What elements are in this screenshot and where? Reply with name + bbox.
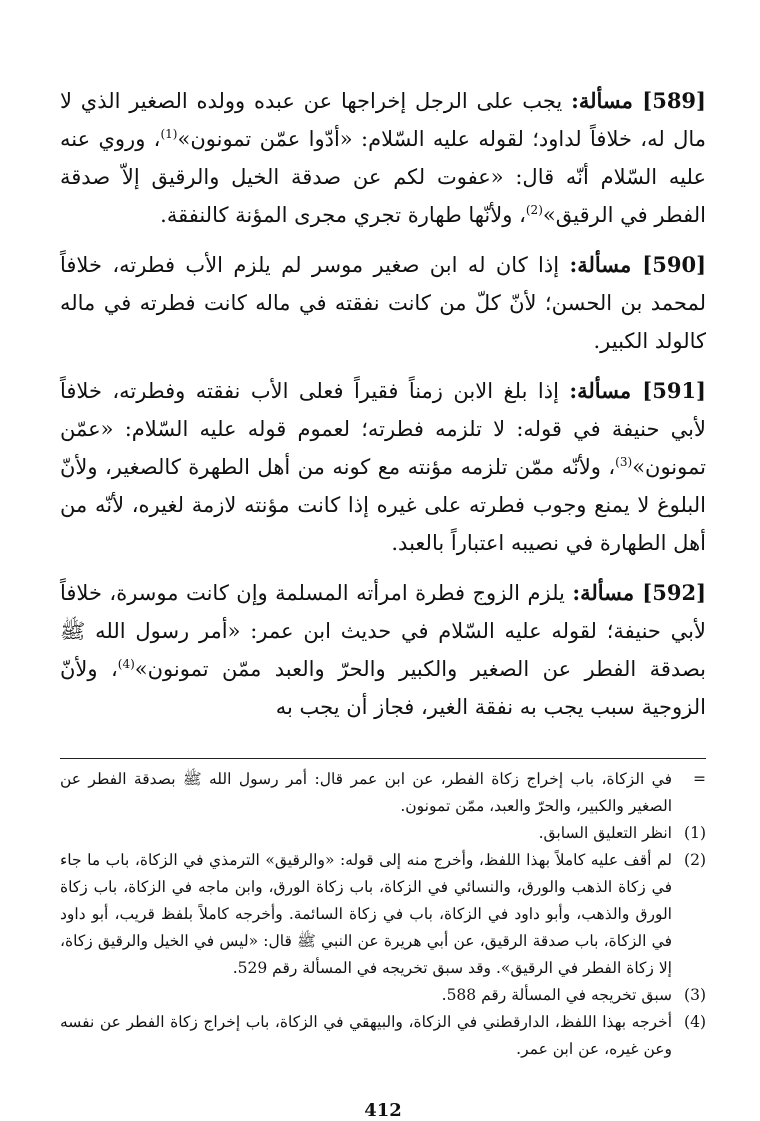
- issue-heading: [592] مسألة:: [572, 580, 706, 605]
- footnotes: [60, 758, 706, 1063]
- issue-589: [60, 82, 706, 234]
- footnote-label: (1): [684, 824, 706, 842]
- footnote-text: أخرجه بهذا اللفظ، الدارقطني في الزكاة، والبيهقي في الزكاة، باب إخراج زكاة الفطر عن نفسه وعن غيره، عن ابن عمر.: [60, 1013, 672, 1058]
- issue-text: إذا كان له ابن صغير موسر لم يلزم الأب فطرته، خلافاً لمحمد بن الحسن؛ لأنّ كلّ من كانت نفقته في ماله كانت فطرته في ماله كالولد الكبير.: [60, 253, 706, 353]
- issue-heading: [590] مسألة:: [569, 252, 706, 277]
- footnote-item: [60, 847, 706, 982]
- footnote-ref: (4): [117, 657, 135, 671]
- issue-heading: [589] مسألة:: [571, 88, 706, 113]
- issue-heading: [591] مسألة:: [569, 378, 706, 403]
- issue-text: ، ولأنّ الزوجية سبب يجب به نفقة الغير، فجاز أن يجب به: [60, 657, 706, 719]
- main-text: [60, 82, 706, 726]
- footnote-item: [60, 982, 706, 1009]
- issue-592: [60, 574, 706, 726]
- issue-text: ، وروي عنه عليه السّلام أنّه قال: «عفوت لكم عن صدقة الخيل والرقيق إلاّ صدقة الفطر في الرقيق»: [60, 127, 706, 227]
- footnote-text: في الزكاة، باب إخراج زكاة الفطر، عن ابن عمر قال: أمر رسول الله ﷺ بصدقة الفطر عن الصغير والكبير، والحرّ والعبد، ممّن تمونون.: [60, 770, 672, 815]
- footnote-item: [60, 1009, 706, 1063]
- issue-590: [60, 246, 706, 360]
- issue-text: إذا بلغ الابن زمناً فقيراً فعلى الأب نفقته وفطرته، خلافاً لأبي حنيفة في قوله: لا تلزمه فطرته؛ لعموم قوله عليه السّلام: «عمّن تمونون»: [60, 379, 706, 479]
- footnote-label: (3): [684, 986, 706, 1004]
- footnote-item: [60, 820, 706, 847]
- footnote-ref: (3): [615, 455, 633, 469]
- footnote-ref: (1): [160, 127, 178, 141]
- page-number: 412: [364, 1100, 402, 1121]
- issue-text: يجب على الرجل إخراجها عن عبده وولده الصغير الذي لا مال له، خلافاً لداود؛ لقوله عليه السّلام: «أدّوا عمّن تمونون»: [60, 89, 706, 151]
- footnote-text: سبق تخريجه في المسألة رقم 588.: [441, 986, 672, 1004]
- issue-text: ، ولأنّها طهارة تجري مجرى المؤنة كالنفقة.: [160, 203, 526, 227]
- footnote-label: =: [693, 770, 706, 788]
- footnote-text: انظر التعليق السابق.: [538, 824, 672, 842]
- footnote-label: (4): [684, 1013, 706, 1031]
- issue-text: يلزم الزوج فطرة امرأته المسلمة وإن كانت موسرة، خلافاً لأبي حنيفة؛ لقوله عليه السّلام في حديث ابن عمر: «أمر رسول الله ﷺ بصدقة الفطر عن الصغير والكبير والحرّ والعبد ممّن تمونون»: [60, 581, 706, 681]
- footnote-ref: (2): [525, 203, 543, 217]
- footnote-text: لم أقف عليه كاملاً بهذا اللفظ، وأخرج منه إلى قوله: «والرقيق» الترمذي في الزكاة، باب ما جاء في زكاة الذهب والورق، والنسائي في الزكاة، باب زكاة الورق، وابن ماجه في الزكاة، باب زكاة الورق والذهب، وأبو داود في الزكاة، باب في زكاة السائمة. وأخرجه كاملاً بلفظ قريب، أبو داود في الزكاة، باب صدقة الرقيق، عن أبي هريرة عن النبي ﷺ قال: «ليس في الخيل والرقيق زكاة، إلا زكاة الفطر في الرقيق». وقد سبق تخريجه في المسألة رقم 529.: [60, 851, 672, 977]
- book-page: [60, 82, 706, 1121]
- issue-591: [60, 372, 706, 562]
- issue-text: ، ولأنّه ممّن تلزمه مؤنته مع كونه من أهل الطهرة كالصغير، ولأنّ البلوغ لا يمنع وجوب فطرته على غيره إذا كانت مؤنته لازمة لغيره، لأنّه من أهل الطهارة في نصيبه اعتباراً بالعبد.: [60, 455, 706, 555]
- footnote-label: (2): [684, 851, 706, 869]
- footnote-item: [60, 766, 706, 820]
